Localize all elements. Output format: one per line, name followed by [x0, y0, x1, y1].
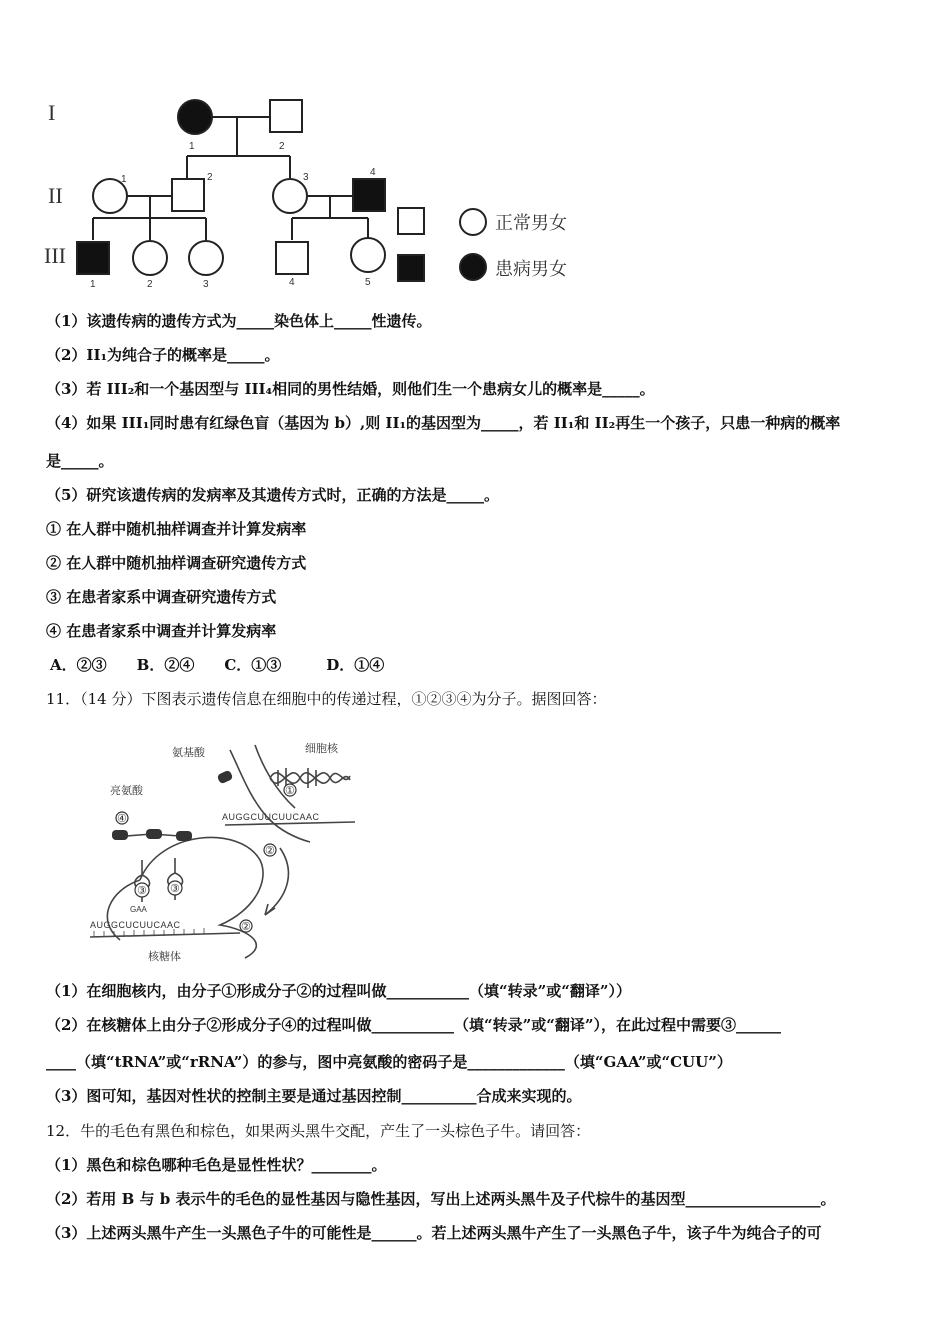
q10-part4b: 是_____。 [46, 452, 114, 470]
q10-option-4: ④ 在患者家系中调查并计算发病率 [46, 622, 277, 640]
amino-acid-label: 氨基酸 [172, 747, 205, 759]
q10-option-2: ② 在人群中随机抽样调查研究遗传方式 [46, 554, 307, 572]
generation-label-2: II [48, 183, 63, 208]
q10-part3: （3）若 III₂和一个基因型与 III₄相同的男性结婚，则他们生一个患病女儿的概率是_____。 [46, 380, 655, 398]
molecule-4-label: ④ [117, 813, 127, 825]
trna-1-label: ③ [137, 885, 147, 897]
translation-diagram [80, 730, 400, 970]
q11-part2a: （2）在核糖体上由分子②形成分子④的过程叫做___________（填“转录”或“翻译”），在此过程中需要③______ [46, 1016, 781, 1034]
label-III4: 4 [289, 277, 295, 288]
amino-acid-bead-3 [176, 831, 192, 841]
trna-2-label: ③ [170, 883, 180, 895]
q11-part1: （1）在细胞核内，由分子①形成分子②的过程叫做___________（填“转录”或“翻译”）） [46, 982, 631, 1000]
legend-affected-label: 患病男女 [495, 259, 567, 280]
individual-III3-female [189, 241, 223, 275]
label-III5: 5 [365, 277, 371, 288]
individual-II2-male [172, 179, 204, 211]
molecule-2b-label: ② [241, 921, 251, 933]
q10-part1: （1）该遗传病的遗传方式为_____染色体上_____性遗传。 [46, 312, 432, 330]
mrna-sequence-bottom: AUGGCUCUUCAAC [90, 920, 181, 930]
q12-part1: （1）黑色和棕色哪种毛色是显性性状？________。 [46, 1156, 387, 1174]
individual-I1-affected-female [178, 100, 212, 134]
q11-part2b: ____（填“tRNA”或“rRNA”）的参与，图中亮氨酸的密码子是_____________（填“GAA”或“CUU”） [46, 1053, 732, 1071]
molecule-2-label: ② [265, 845, 275, 857]
q10-part2: （2）II₁为纯合子的概率是_____。 [46, 346, 280, 364]
q12-part3: （3）上述两头黑牛产生一头黑色子牛的可能性是______。若上述两头黑牛产生了一头黑色子牛，该子牛为纯合子的可 [46, 1224, 822, 1242]
generation-label-3: III [44, 243, 66, 268]
amino-acid-bead-1 [112, 830, 128, 840]
nucleus-label: 细胞核 [305, 743, 338, 755]
individual-II3-female [273, 179, 307, 213]
label-III2: 2 [147, 279, 153, 290]
legend-affected-male-symbol [398, 255, 424, 281]
individual-III1-affected-male [77, 242, 109, 274]
mrna-strand-bottom [90, 933, 240, 937]
ribosome-label: 核糖体 [148, 951, 181, 963]
ribosome-outline [107, 837, 263, 958]
individual-I2-male [270, 100, 302, 132]
nucleus-membrane [230, 750, 310, 842]
q11-heading: 11．（14 分）下图表示遗传信息在细胞中的传递过程，①②③④为分子。据图回答： [46, 690, 607, 708]
q10-option-1: ① 在人群中随机抽样调查并计算发病率 [46, 520, 307, 538]
q10-choices: A．②③ B．②④ C．①③ D．①④ [50, 656, 385, 674]
q10-option-3: ③ 在患者家系中调查研究遗传方式 [46, 588, 277, 606]
mrna-strand-top [225, 822, 355, 825]
legend-normal-label: 正常男女 [495, 213, 567, 234]
label-II2: 2 [207, 172, 213, 183]
individual-III4-male [276, 242, 308, 274]
anticodon-label: GAA [130, 905, 147, 914]
q11-part3: （3）图可知，基因对性状的控制主要是通过基因控制__________合成来实现的。 [46, 1087, 582, 1105]
individual-III2-female [133, 241, 167, 275]
leucine-label: 亮氨酸 [110, 785, 143, 797]
pedigree-chart [0, 0, 950, 300]
label-III3: 3 [203, 279, 209, 290]
label-I1: 1 [189, 141, 195, 152]
q12-part2: （2）若用 B 与 b 表示牛的毛色的显性基因与隐性基因，写出上述两头黑牛及子代棕牛的基因型__________________。 [46, 1190, 836, 1208]
label-II3: 3 [303, 172, 309, 183]
molecule-1-label: ① [285, 785, 295, 797]
label-II4: 4 [370, 167, 376, 178]
legend-normal-male-symbol [398, 208, 424, 234]
q10-part5: （5）研究该遗传病的发病率及其遗传方式时，正确的方法是_____。 [46, 486, 499, 504]
individual-III5-female [351, 238, 385, 272]
legend-affected-female-symbol [460, 254, 486, 280]
legend-normal-female-symbol [460, 209, 486, 235]
label-I2: 2 [279, 141, 285, 152]
amino-acid-bead-2 [146, 829, 162, 839]
individual-II4-affected-male [353, 179, 385, 211]
free-amino-acid [217, 770, 234, 785]
label-II1: 1 [121, 174, 127, 185]
q10-part4a: （4）如果 III₁同时患有红绿色盲（基因为 b）,则 II₁的基因型为_____，若 II₁和 II₂再生一个孩子，只患一种病的概率 [46, 414, 841, 432]
q12-heading: 12．牛的毛色有黑色和棕色，如果两头黑牛交配，产生了一头棕色子牛。请回答： [46, 1122, 591, 1140]
label-III1: 1 [90, 279, 96, 290]
generation-label-1: I [48, 100, 56, 125]
mrna-sequence-top: AUGGCUUCUUCAAC [222, 812, 320, 822]
